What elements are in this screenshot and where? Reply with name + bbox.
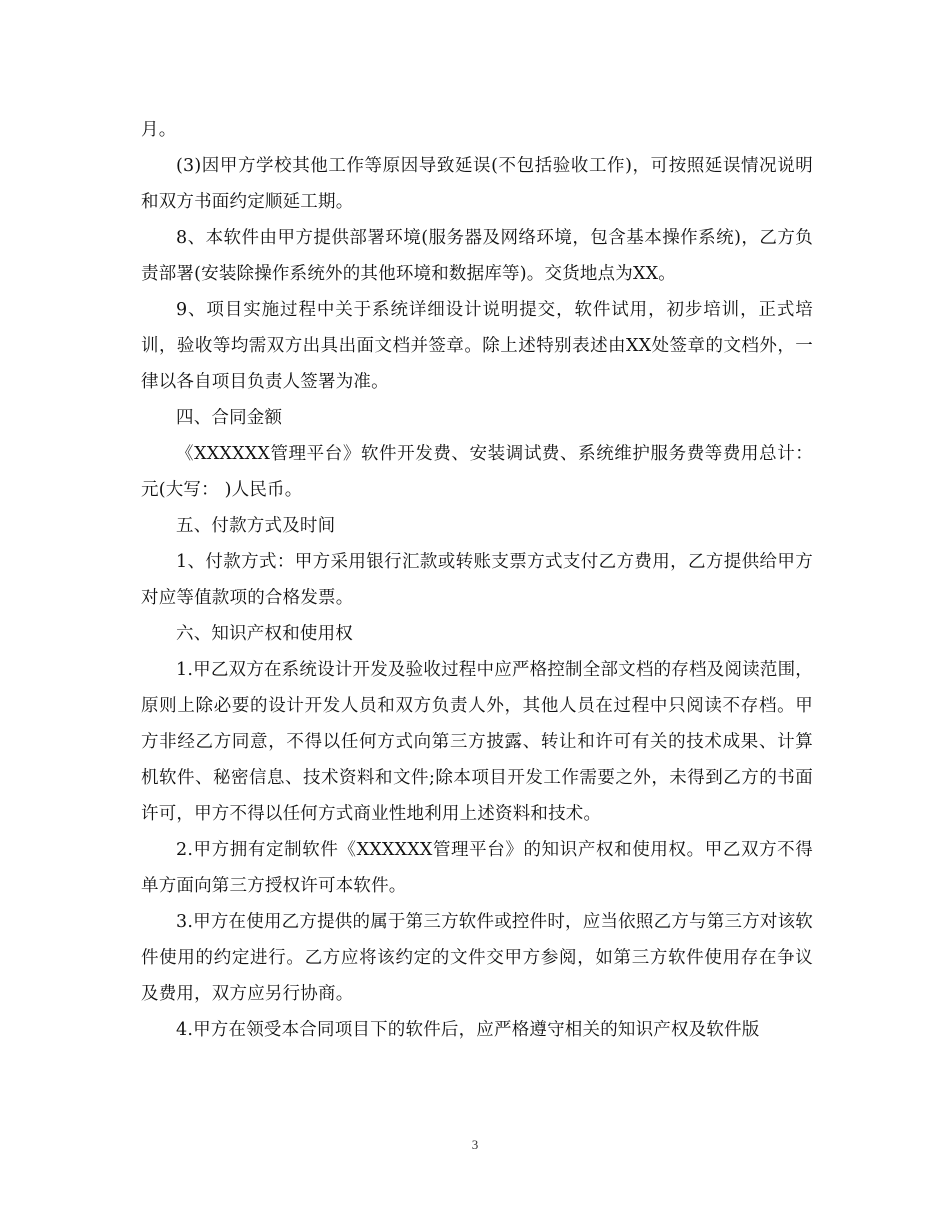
page-number: 3 xyxy=(471,1137,479,1152)
paragraph-continuation: 月。 xyxy=(141,120,177,140)
paragraph-ip-clause-4: 4.甲方在领受本合同项目下的软件后，应严格遵守相关的知识产权及软件版 xyxy=(176,1020,760,1040)
paragraph-contract-amount: 《XXXXXX管理平台》软件开发费、安装调试费、系统维护服务费等费用总计： 元(大写： )人民币。 xyxy=(141,444,813,500)
paragraph-ip-clause-2: 2.甲方拥有定制软件《XXXXXX管理平台》的知识产权和使用权。甲乙双方不得单方面向第三方授权许可本软件。 xyxy=(141,840,813,896)
paragraph-ip-clause-1: 1.甲乙双方在系统设计开发及验收过程中应严格控制全部文档的存档及阅读范围，原则上除必要的设计开发人员和双方负责人外，其他人员在过程中只阅读不存档。甲方非经乙方同意，不得以任何方式向第三方披露、转让和许可有关的技术成果、计算机软件、秘密信息、技术资料和文件;除本项目开发工作需要之外，未得到乙方的书面许可，甲方不得以任何方式商业性地利用上述资料和技术。 xyxy=(141,660,813,824)
document-body xyxy=(141,112,813,1048)
paragraph-ip-clause-3: 3.甲方在使用乙方提供的属于第三方软件或控件时，应当依照乙方与第三方对该软件使用的约定进行。乙方应将该约定的文件交甲方参阅，如第三方软件使用存在争议及费用，双方应另行协商。 xyxy=(141,912,813,1004)
paragraph-delay-clause: (3)因甲方学校其他工作等原因导致延误(不包括验收工作)，可按照延误情况说明和双方书面约定顺延工期。 xyxy=(141,156,813,212)
paragraph-deployment-clause: 8、本软件由甲方提供部署环境(服务器及网络环境，包含基本操作系统)，乙方负责部署(安装除操作系统外的其他环境和数据库等)。交货地点为XX。 xyxy=(141,228,813,284)
section-heading-ip-rights: 六、知识产权和使用权 xyxy=(176,624,353,644)
paragraph-signature-clause: 9、项目实施过程中关于系统详细设计说明提交，软件试用，初步培训，正式培训，验收等均需双方出具出面文档并签章。除上述特别表述由XX处签章的文档外，一律以各自项目负责人签署为准。 xyxy=(141,300,813,392)
section-heading-payment: 五、付款方式及时间 xyxy=(176,516,336,536)
section-heading-contract-amount: 四、合同金额 xyxy=(176,408,283,428)
paragraph-payment-method: 1、付款方式：甲方采用银行汇款或转账支票方式支付乙方费用，乙方提供给甲方对应等值款项的合格发票。 xyxy=(141,552,813,608)
